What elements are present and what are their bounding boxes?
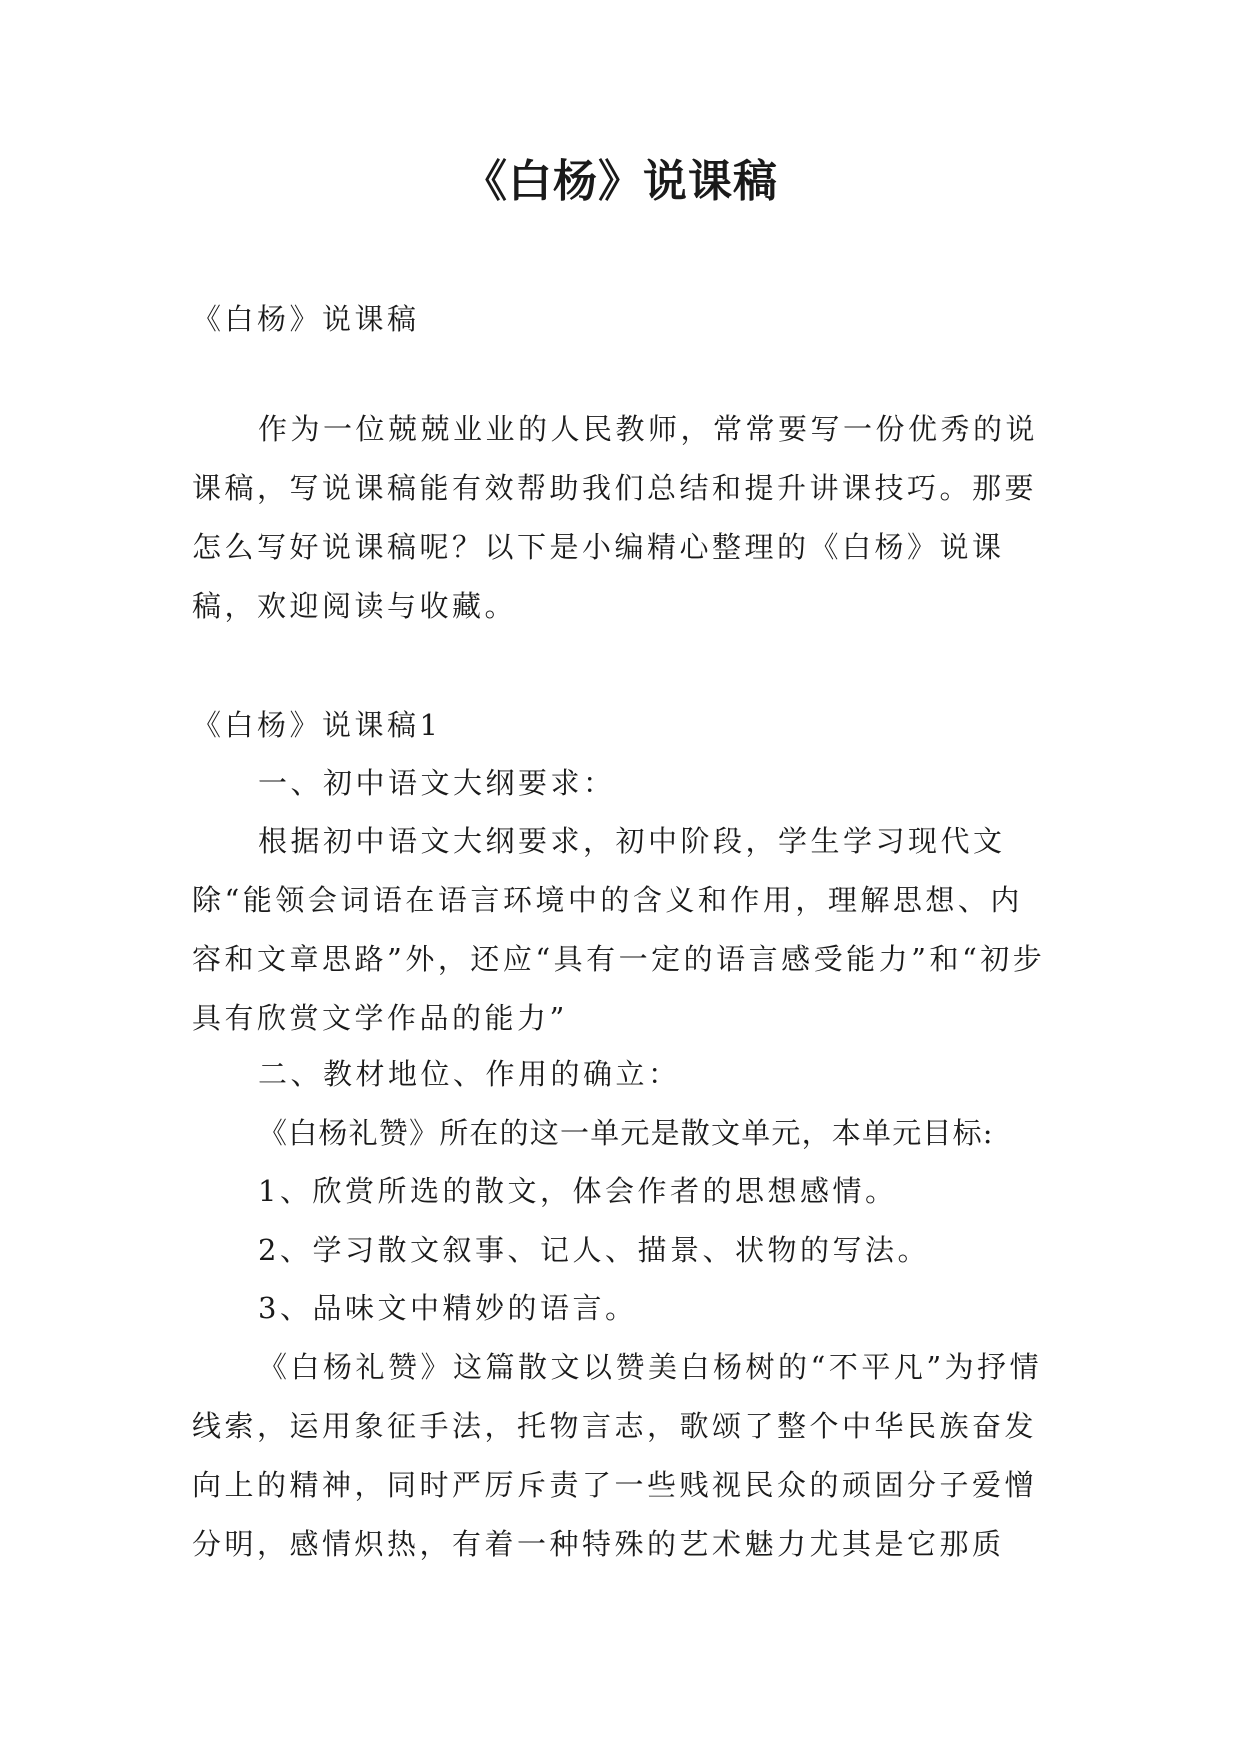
section-2-intro: 《白杨礼赞》所在的这一单元是散文单元，本单元目标: <box>258 1116 994 1150</box>
section-1-body: 根据初中语文大纲要求，初中阶段，学生学习现代文除“能领会词语在语言环境中的含义和作用，理解思想、内容和文章思路”外，还应“具有一定的语言感受能力”和“初步具有欣赏文学作品的能力” <box>192 824 1046 1035</box>
goal-item-1: 1、欣赏所选的散文，体会作者的思想感情。 <box>258 1174 898 1208</box>
sub-heading: 《白杨》说课稿1 <box>192 708 442 742</box>
section-1-title: 一、初中语文大纲要求： <box>258 766 616 800</box>
document-title: 《白杨》说课稿 <box>463 156 778 207</box>
document-heading: 《白杨》说课稿 <box>192 302 420 336</box>
goal-item-3: 3、品味文中精妙的语言。 <box>258 1291 638 1325</box>
section-2-title: 二、教材地位、作用的确立： <box>258 1057 681 1091</box>
goal-item-2: 2、学习散文叙事、记人、描景、状物的写法。 <box>258 1233 930 1267</box>
intro-paragraph: 作为一位兢兢业业的人民教师，常常要写一份优秀的说课稿，写说课稿能有效帮助我们总结和提升讲课技巧。那要怎么写好说课稿呢？以下是小编精心整理的《白杨》说课稿，欢迎阅读与收藏。 <box>192 412 1039 623</box>
description-paragraph: 《白杨礼赞》这篇散文以赞美白杨树的“不平凡”为抒情线索，运用象征手法，托物言志，歌颂了整个中华民族奋发向上的精神，同时严厉斥责了一些贱视民众的顽固分子爱憎分明，感情炽热，有着一种特殊的艺术魅力尤其是它那质 <box>192 1350 1043 1561</box>
